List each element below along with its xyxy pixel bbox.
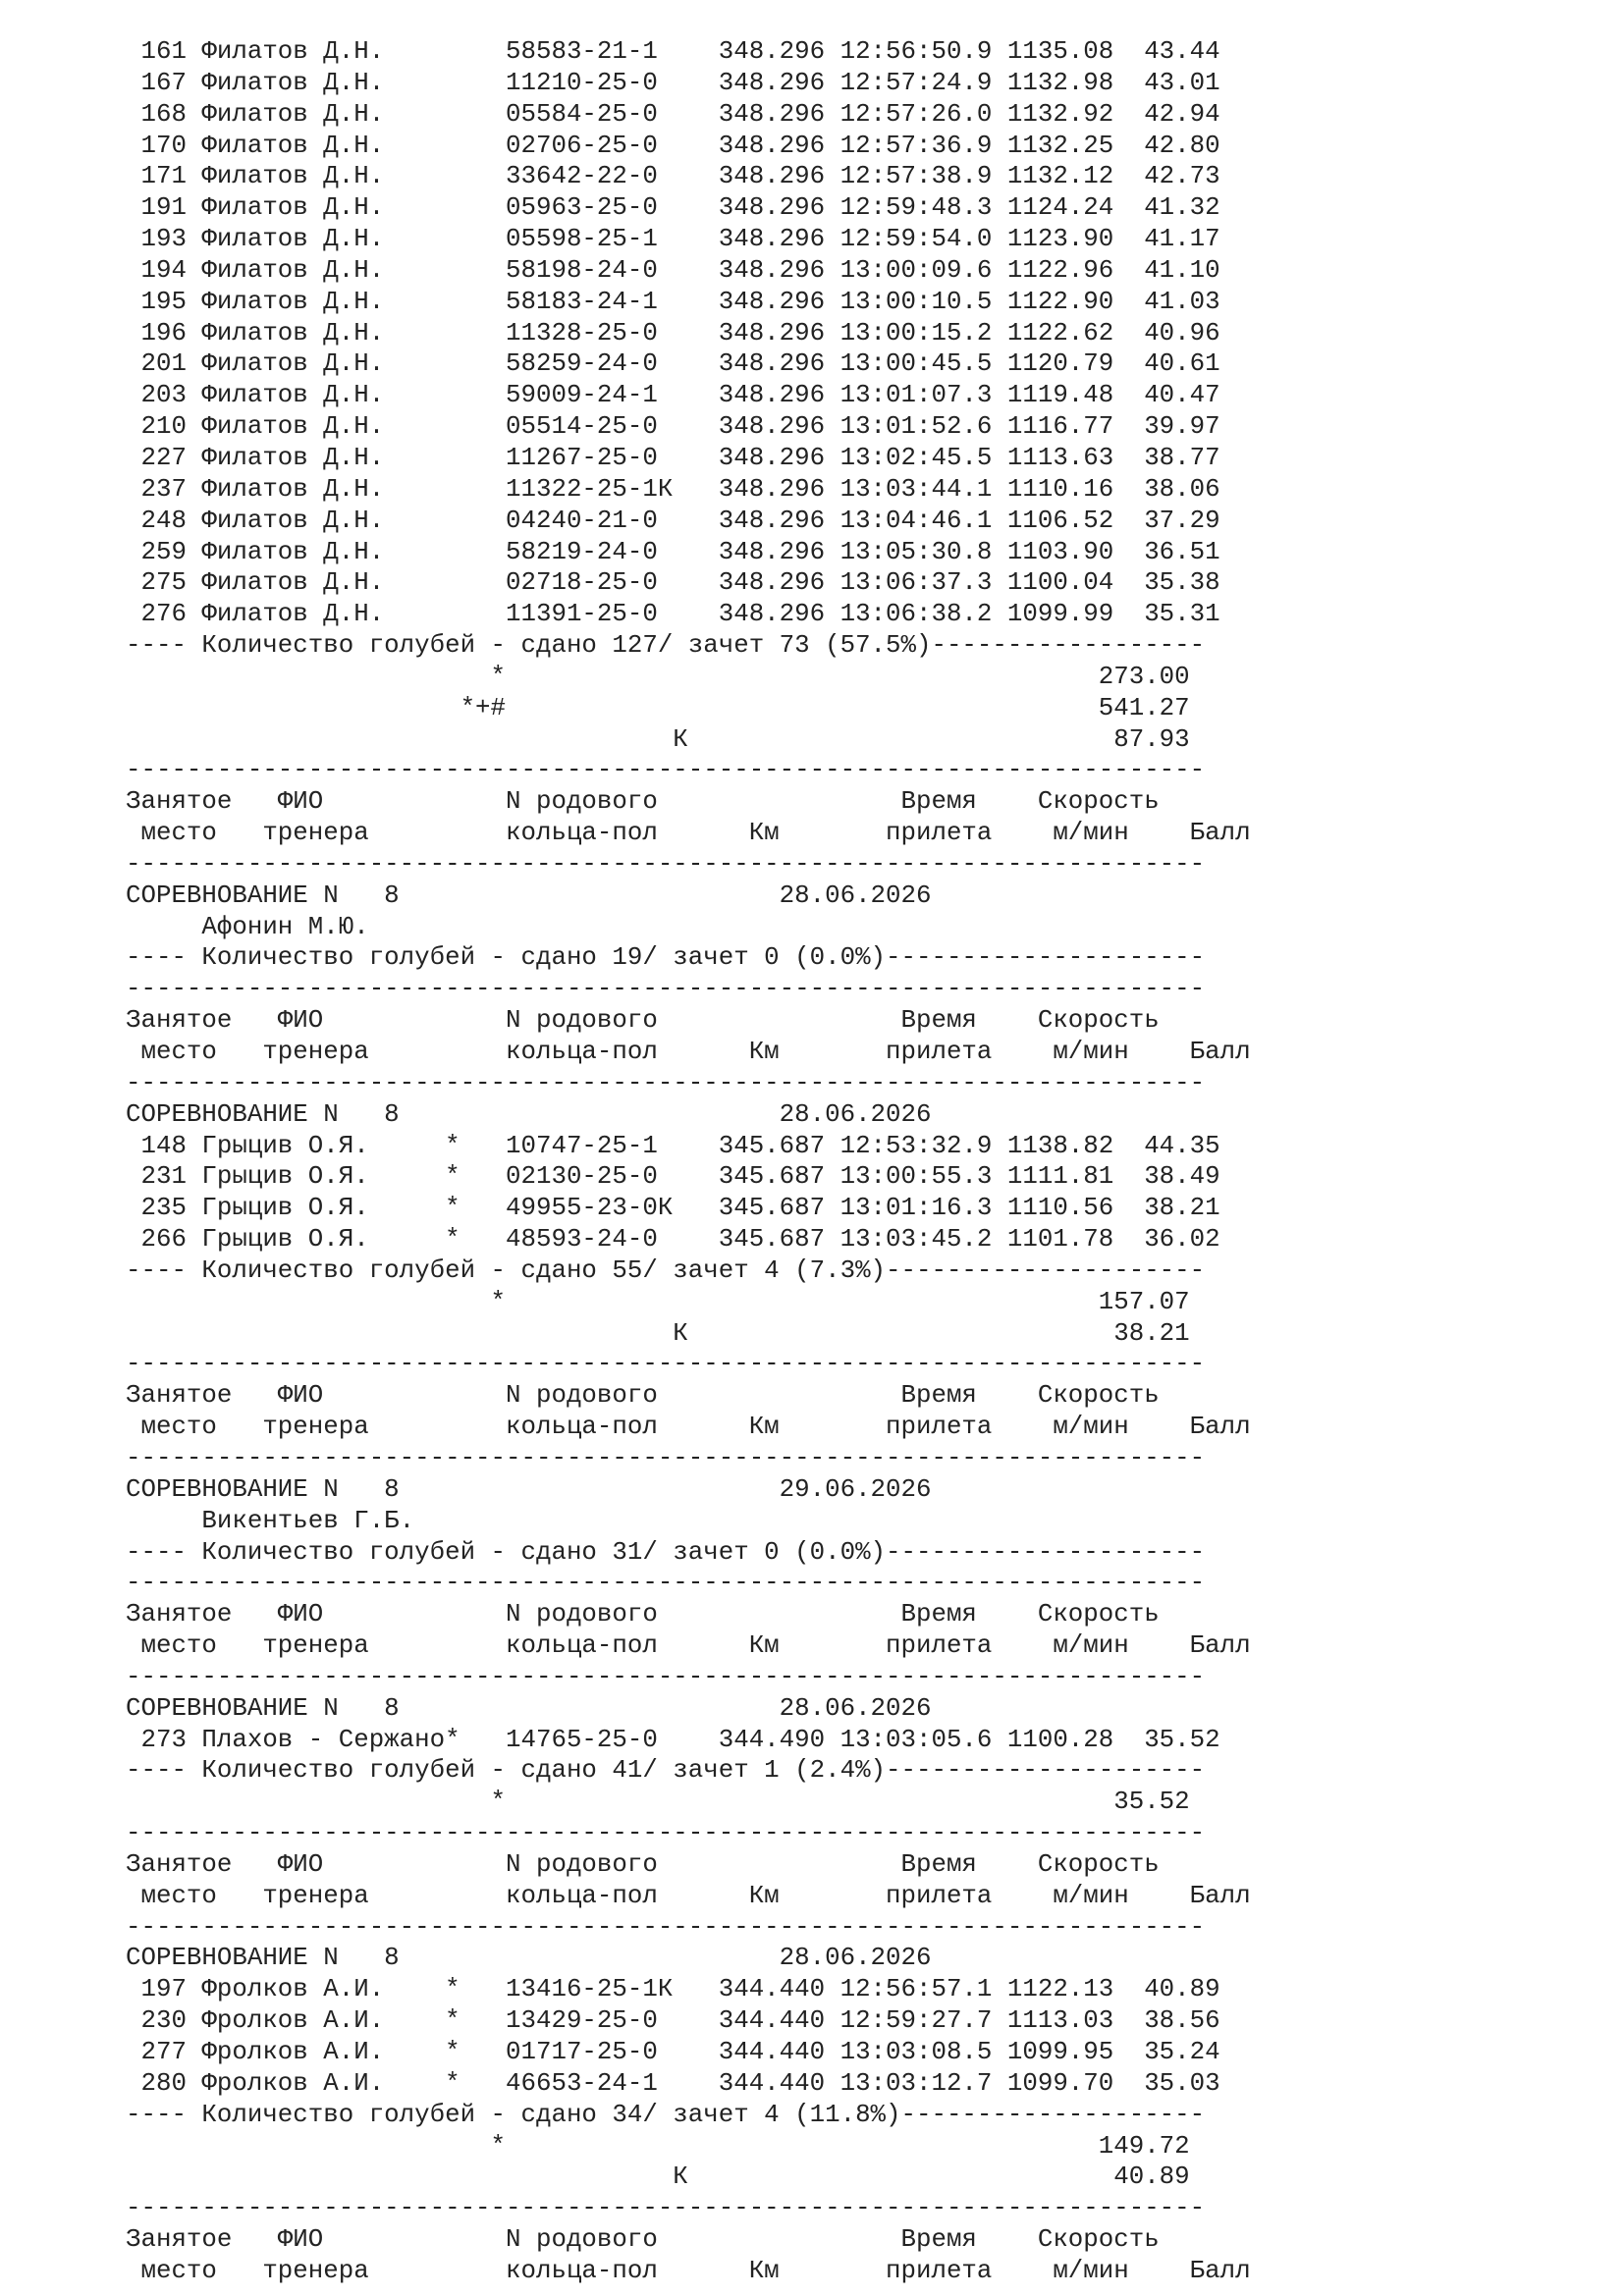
report-line: СОРЕВНОВАНИЕ N 8 28.06.2026 — [126, 881, 932, 910]
report-line: ---- Количество голубей - сдано 41/ зачет 1 (2.4%)--------------------- — [126, 1756, 1206, 1786]
report-line: СОРЕВНОВАНИЕ N 8 28.06.2026 — [126, 1944, 932, 1973]
report-line: ---- Количество голубей - сдано 31/ зачет 0 (0.0%)--------------------- — [126, 1537, 1206, 1567]
report-line: 227 Филатов Д.Н. 11267-25-0 348.296 13:02:45.5 1113.63 38.77 — [126, 443, 1220, 472]
report-line: Занятое ФИО N родового Время Скорость — [126, 2225, 1160, 2255]
report-line: место тренера кольца-пол Км прилета м/мин Балл — [126, 819, 1251, 848]
report-line: место тренера кольца-пол Км прилета м/мин Балл — [126, 2256, 1251, 2285]
report-line: Занятое ФИО N родового Время Скорость — [126, 787, 1160, 817]
report-line: 248 Филатов Д.Н. 04240-21-0 348.296 13:04:46.1 1106.52 37.29 — [126, 506, 1220, 535]
report-line: ----------------------------------------------------------------------- — [126, 1912, 1206, 1942]
report-line: ---- Количество голубей - сдано 127/ зачет 73 (57.5%)------------------ — [126, 631, 1206, 661]
report-line: К 38.21 — [126, 1318, 1190, 1348]
report-line: Викентьев Г.Б. — [126, 1506, 415, 1535]
report-line: ----------------------------------------------------------------------- — [126, 849, 1206, 879]
report-line: 193 Филатов Д.Н. 05598-25-1 348.296 12:59:54.0 1123.90 41.17 — [126, 225, 1220, 254]
report-line: 161 Филатов Д.Н. 58583-21-1 348.296 12:56:50.9 1135.08 43.44 — [126, 37, 1220, 66]
report-line: место тренера кольца-пол Км прилета м/мин Балл — [126, 1413, 1251, 1442]
report-line: 277 Фролков А.И. * 01717-25-0 344.440 13:03:08.5 1099.95 35.24 — [126, 2038, 1220, 2066]
report-line: ---- Количество голубей - сдано 55/ зачет 4 (7.3%)--------------------- — [126, 1255, 1206, 1285]
report-line: Занятое ФИО N родового Время Скорость — [126, 1381, 1160, 1411]
report-line: 194 Филатов Д.Н. 58198-24-0 348.296 13:00:09.6 1122.96 41.10 — [126, 255, 1220, 285]
report-line: ----------------------------------------------------------------------- — [126, 2194, 1206, 2223]
report-line: Афонин М.Ю. — [126, 912, 369, 941]
report-line: * 157.07 — [126, 1287, 1190, 1316]
report-line: 148 Грыцив О.Я. * 10747-25-1 345.687 12:53:32.9 1138.82 44.35 — [126, 1131, 1220, 1160]
report-line: 167 Филатов Д.Н. 11210-25-0 348.296 12:57:24.9 1132.98 43.01 — [126, 68, 1220, 97]
report-line: * 273.00 — [126, 662, 1190, 691]
report-line: * 35.52 — [126, 1788, 1190, 1817]
report-line: 259 Филатов Д.Н. 58219-24-0 348.296 13:05:30.8 1103.90 36.51 — [126, 537, 1220, 566]
report-line: Занятое ФИО N родового Время Скорость — [126, 1006, 1160, 1036]
report-line: ----------------------------------------------------------------------- — [126, 1443, 1206, 1472]
report-line: К 87.93 — [126, 724, 1190, 754]
report-line: 168 Филатов Д.Н. 05584-25-0 348.296 12:57:26.0 1132.92 42.94 — [126, 99, 1220, 129]
report-line: 273 Плахов - Сержано* 14765-25-0 344.490 13:03:05.6 1100.28 35.52 — [126, 1725, 1220, 1754]
report-line: 191 Филатов Д.Н. 05963-25-0 348.296 12:59:48.3 1124.24 41.32 — [126, 193, 1220, 223]
report-line: Занятое ФИО N родового Время Скорость — [126, 1849, 1160, 1879]
report-line: 235 Грыцив О.Я. * 49955-23-0К 345.687 13:01:16.3 1110.56 38.21 — [126, 1194, 1220, 1223]
report-line: место тренера кольца-пол Км прилета м/мин Балл — [126, 1631, 1251, 1661]
report-line: Занятое ФИО N родового Время Скорость — [126, 1600, 1160, 1629]
report-line: 230 Фролков А.И. * 13429-25-0 344.440 12:59:27.7 1113.03 38.56 — [126, 2006, 1220, 2036]
report-line: 203 Филатов Д.Н. 59009-24-1 348.296 13:01:07.3 1119.48 40.47 — [126, 381, 1220, 410]
report-line: 275 Филатов Д.Н. 02718-25-0 348.296 13:06:37.3 1100.04 35.38 — [126, 568, 1220, 598]
report-line: 201 Филатов Д.Н. 58259-24-0 348.296 13:00:45.5 1120.79 40.61 — [126, 349, 1220, 379]
report-line: 266 Грыцив О.Я. * 48593-24-0 345.687 13:03:45.2 1101.78 36.02 — [126, 1225, 1220, 1255]
report-line: К 40.89 — [126, 2163, 1190, 2192]
report-line: 210 Филатов Д.Н. 05514-25-0 348.296 13:01:52.6 1116.77 39.97 — [126, 412, 1220, 442]
report-line: 280 Фролков А.И. * 46653-24-1 344.440 13:03:12.7 1099.70 35.03 — [126, 2068, 1220, 2098]
report-line: 276 Филатов Д.Н. 11391-25-0 348.296 13:06:38.2 1099.99 35.31 — [126, 600, 1220, 629]
report-line: ---- Количество голубей - сдано 19/ зачет 0 (0.0%)--------------------- — [126, 943, 1206, 973]
report-line: 237 Филатов Д.Н. 11322-25-1К 348.296 13:03:44.1 1110.16 38.06 — [126, 474, 1220, 504]
report-line: 195 Филатов Д.Н. 58183-24-1 348.296 13:00:10.5 1122.90 41.03 — [126, 287, 1220, 316]
report-line: 196 Филатов Д.Н. 11328-25-0 348.296 13:00:15.2 1122.62 40.96 — [126, 318, 1220, 347]
report-line: ----------------------------------------------------------------------- — [126, 1569, 1206, 1598]
report-line: ----------------------------------------------------------------------- — [126, 1662, 1206, 1691]
report-line: *+# 541.27 — [126, 693, 1190, 722]
report-line: ----------------------------------------------------------------------- — [126, 1819, 1206, 1848]
report-line: ---- Количество голубей - сдано 34/ зачет 4 (11.8%)-------------------- — [126, 2100, 1206, 2129]
competition-results-report — [126, 36, 1251, 2287]
report-line: ----------------------------------------------------------------------- — [126, 1068, 1206, 1097]
report-line: ----------------------------------------------------------------------- — [126, 1350, 1206, 1379]
report-line: 231 Грыцив О.Я. * 02130-25-0 345.687 13:00:55.3 1111.81 38.49 — [126, 1162, 1220, 1192]
report-line: ----------------------------------------------------------------------- — [126, 975, 1206, 1004]
report-line: СОРЕВНОВАНИЕ N 8 28.06.2026 — [126, 1099, 932, 1129]
report-line: 197 Фролков А.И. * 13416-25-1К 344.440 12:56:57.1 1122.13 40.89 — [126, 1975, 1220, 2004]
report-line: ----------------------------------------------------------------------- — [126, 756, 1206, 785]
report-line: * 149.72 — [126, 2131, 1190, 2161]
report-line: 171 Филатов Д.Н. 33642-22-0 348.296 12:57:38.9 1132.12 42.73 — [126, 162, 1220, 191]
report-line: место тренера кольца-пол Км прилета м/мин Балл — [126, 1038, 1251, 1066]
report-line: СОРЕВНОВАНИЕ N 8 28.06.2026 — [126, 1693, 932, 1723]
report-line: место тренера кольца-пол Км прилета м/мин Балл — [126, 1881, 1251, 1910]
report-line: 170 Филатов Д.Н. 02706-25-0 348.296 12:57:36.9 1132.25 42.80 — [126, 131, 1220, 160]
report-line: СОРЕВНОВАНИЕ N 8 29.06.2026 — [126, 1474, 932, 1504]
